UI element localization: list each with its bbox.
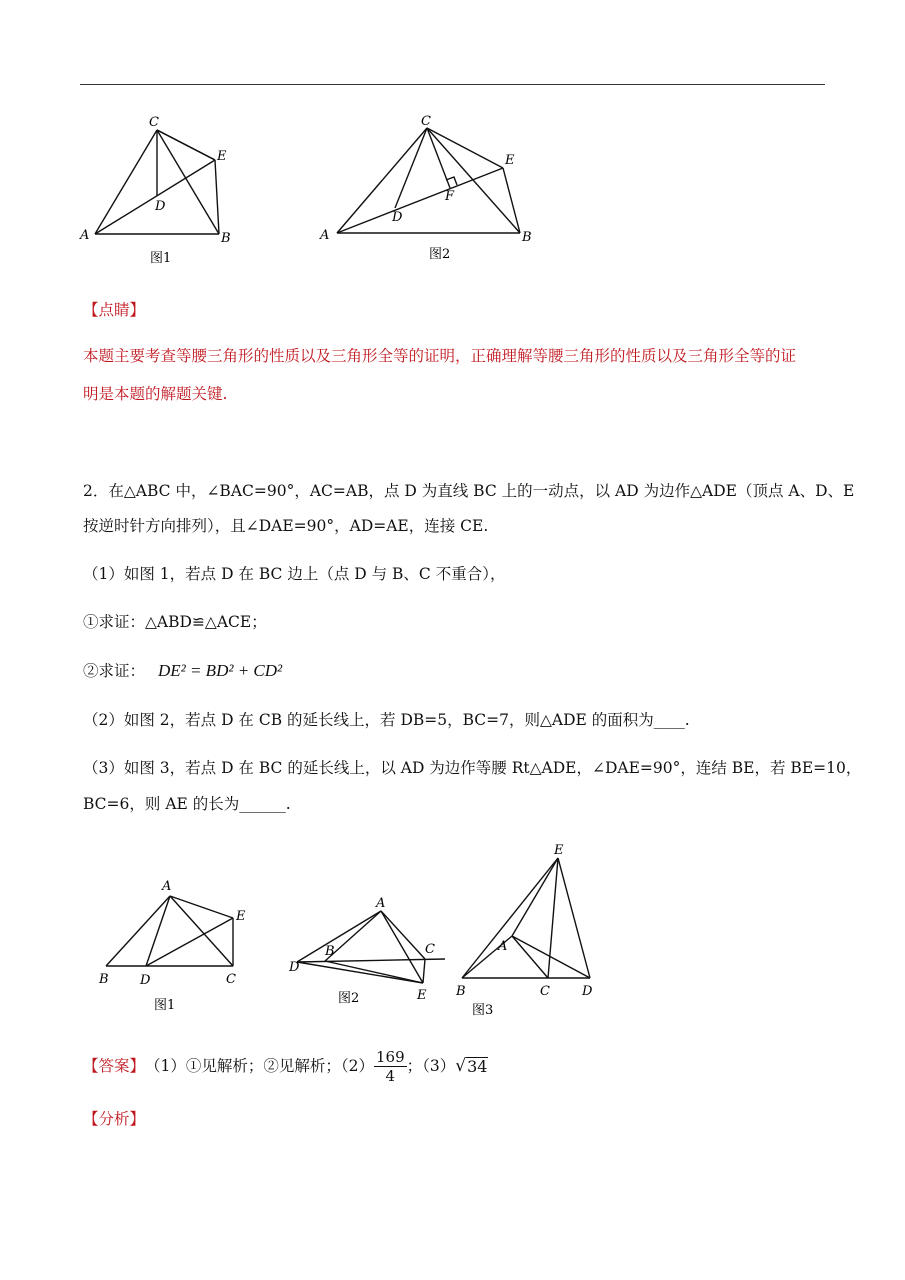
prev-figure-2 bbox=[315, 108, 545, 268]
label-E: E bbox=[236, 909, 246, 924]
label-C: C bbox=[425, 942, 435, 957]
label-D: D bbox=[582, 984, 593, 999]
label-E: E bbox=[417, 988, 427, 1003]
label-D: D bbox=[155, 199, 166, 214]
figure-3 bbox=[450, 840, 620, 1025]
label-F: F bbox=[445, 189, 455, 204]
answer-line bbox=[83, 1040, 488, 1092]
sub-2-prefix: ②求证： bbox=[83, 662, 146, 680]
problem-part-3-line-1: （3）如图 3，若点 D 在 BC 的延长线上，以 AD 为边作等腰 Rt△ADE，∠DAE=90°，连结 BE，若 BE=10， bbox=[83, 759, 862, 777]
label-D: D bbox=[140, 973, 151, 988]
tip-line-2: 明是本题的解题关键. bbox=[83, 385, 228, 403]
fraction-denominator: 4 bbox=[385, 1066, 396, 1085]
analysis-heading: 【分析】 bbox=[83, 1110, 146, 1128]
label-C: C bbox=[540, 984, 550, 999]
sqrt-value: 34 bbox=[467, 1056, 488, 1076]
problem-line-2: 按逆时针方向排列），且∠DAE=90°，AD=AE，连接 CE. bbox=[83, 517, 489, 535]
prev-figure-1 bbox=[75, 108, 255, 268]
label-D: D bbox=[289, 960, 300, 975]
problem-sub-1: ①求证：△ABD≌△ACE； bbox=[83, 613, 267, 631]
figure-1 bbox=[90, 870, 260, 1020]
figure-2 bbox=[285, 895, 455, 1015]
label-E: E bbox=[505, 153, 515, 168]
label-E: E bbox=[217, 149, 227, 164]
caption: 图2 bbox=[429, 247, 451, 262]
label-B: B bbox=[325, 944, 335, 959]
label-B: B bbox=[456, 984, 466, 999]
tip-line-1: 本题主要考查等腰三角形的性质以及三角形全等的证明，正确理解等腰三角形的性质以及三角形全等的证 bbox=[83, 347, 797, 365]
caption: 图3 bbox=[472, 1003, 494, 1018]
label-A: A bbox=[320, 228, 330, 243]
tip-heading: 【点睛】 bbox=[83, 301, 146, 319]
answer-part-3: ；（3） bbox=[406, 1057, 456, 1075]
answer-part-1: （1）①见解析；②见解析；（2） bbox=[145, 1057, 374, 1075]
label-B: B bbox=[99, 972, 109, 987]
sqrt-icon: √ bbox=[455, 1056, 467, 1076]
label-B: B bbox=[522, 230, 532, 245]
fraction-numerator: 169 bbox=[376, 1047, 405, 1066]
caption: 图1 bbox=[150, 251, 172, 266]
label-A: A bbox=[376, 896, 386, 911]
label-C: C bbox=[421, 114, 431, 129]
label-A: A bbox=[80, 228, 90, 243]
problem-part-3-line-2: BC=6，则 AE 的长为______. bbox=[83, 795, 291, 813]
problem-part-1: （1）如图 1，若点 D 在 BC 边上（点 D 与 B、C 不重合）， bbox=[83, 565, 506, 583]
header-rule bbox=[80, 84, 825, 85]
label-A: A bbox=[498, 939, 508, 954]
sub-2-formula: DE² = BD² + CD² bbox=[157, 661, 283, 680]
caption: 图2 bbox=[338, 991, 360, 1006]
problem-part-2: （2）如图 2，若点 D 在 CB 的延长线上，若 DB=5，BC=7，则△ADE 的面积为____. bbox=[83, 711, 690, 729]
answer-heading: 【答案】 bbox=[83, 1057, 146, 1075]
caption: 图1 bbox=[154, 998, 176, 1013]
problem-line-1: 2．在△ABC 中，∠BAC=90°，AC=AB，点 D 为直线 BC 上的一动点，以 AD 为边作△ADE（顶点 A、D、E bbox=[83, 482, 855, 500]
label-E: E bbox=[554, 843, 564, 858]
label-C: C bbox=[149, 115, 159, 130]
label-C: C bbox=[226, 972, 236, 987]
label-D: D bbox=[392, 210, 403, 225]
problem-sub-2 bbox=[83, 660, 282, 682]
label-B: B bbox=[221, 231, 231, 246]
label-A: A bbox=[162, 879, 172, 894]
answer-fraction bbox=[374, 1048, 407, 1085]
